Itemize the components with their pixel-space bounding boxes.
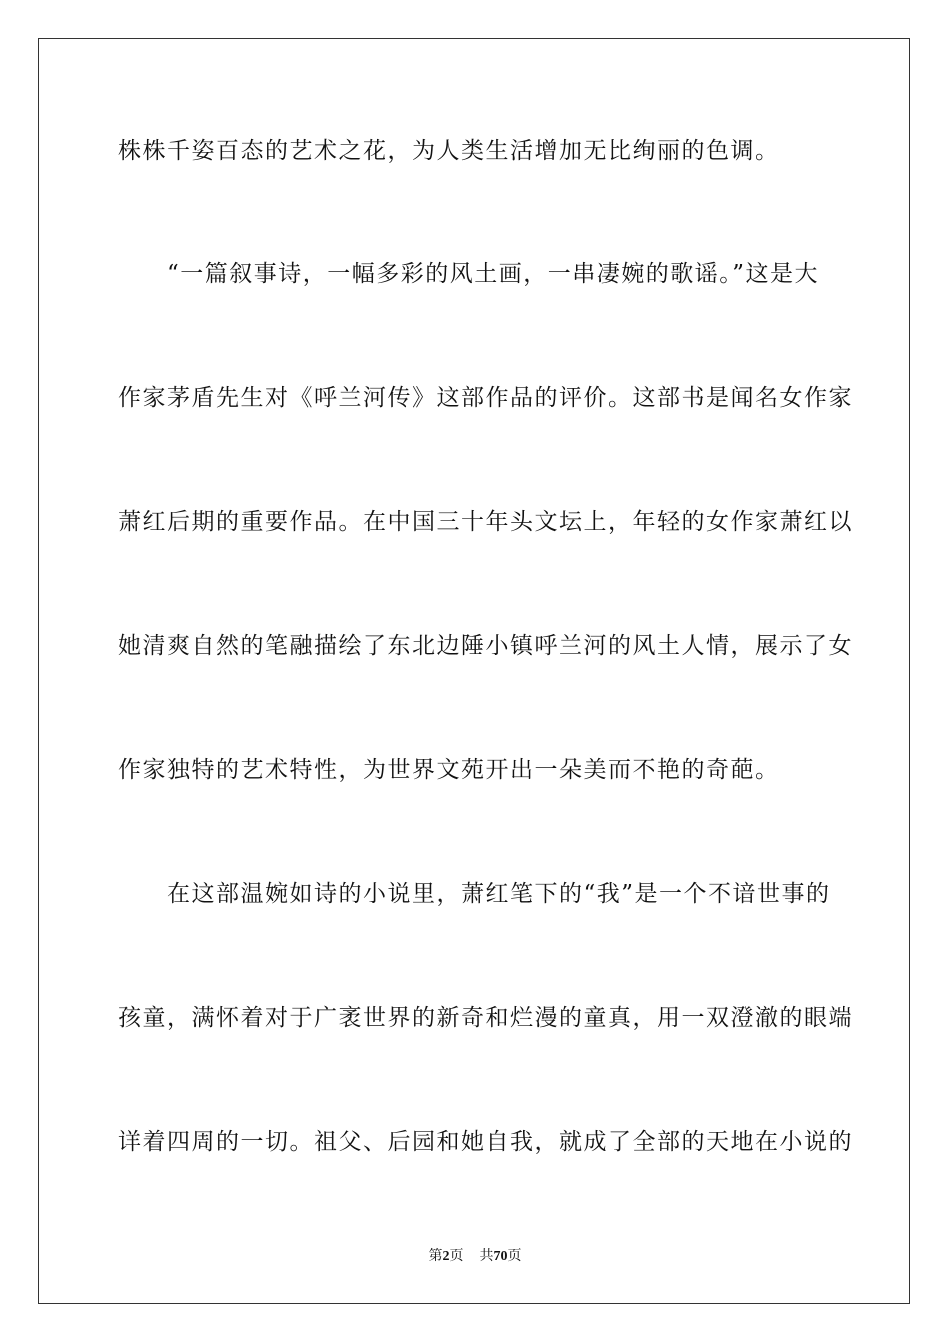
text-line: 作家独特的艺术特性，为世界文苑开出一朵美而不艳的奇葩。: [118, 757, 780, 783]
page-number: 2: [442, 1249, 450, 1264]
text-line: 详着四周的一切。祖父、后园和她自我，就成了全部的天地在小说的: [118, 1129, 853, 1155]
text-line: 她清爽自然的笔融描绘了东北边陲小镇呼兰河的风土人情，展示了女: [118, 633, 853, 659]
text-line: 株株千姿百态的艺术之花，为人类生活增加无比绚丽的色调。: [118, 138, 780, 164]
page-prefix: 第: [428, 1248, 443, 1264]
page-suffix: 页: [449, 1248, 464, 1264]
text-line: 作家茅盾先生对《呼兰河传》这部作品的评价。这部书是闻名女作家: [118, 385, 853, 411]
text-line: 在这部温婉如诗的小说里，萧红笔下的“我”是一个不谙世事的: [118, 881, 831, 907]
page-border: [38, 38, 910, 1304]
text-line: 萧红后期的重要作品。在中国三十年头文坛上，年轻的女作家萧红以: [118, 509, 853, 535]
total-suffix: 页: [507, 1248, 522, 1264]
total-pages: 70: [493, 1249, 508, 1264]
total-prefix: 共: [479, 1248, 494, 1264]
text-line: “一篇叙事诗，一幅多彩的风土画，一串凄婉的歌谣。”这是大: [118, 261, 820, 287]
text-line: 孩童，满怀着对于广袤世界的新奇和烂漫的童真，用一双澄澈的眼端: [118, 1005, 853, 1031]
page-footer: [0, 1247, 950, 1266]
